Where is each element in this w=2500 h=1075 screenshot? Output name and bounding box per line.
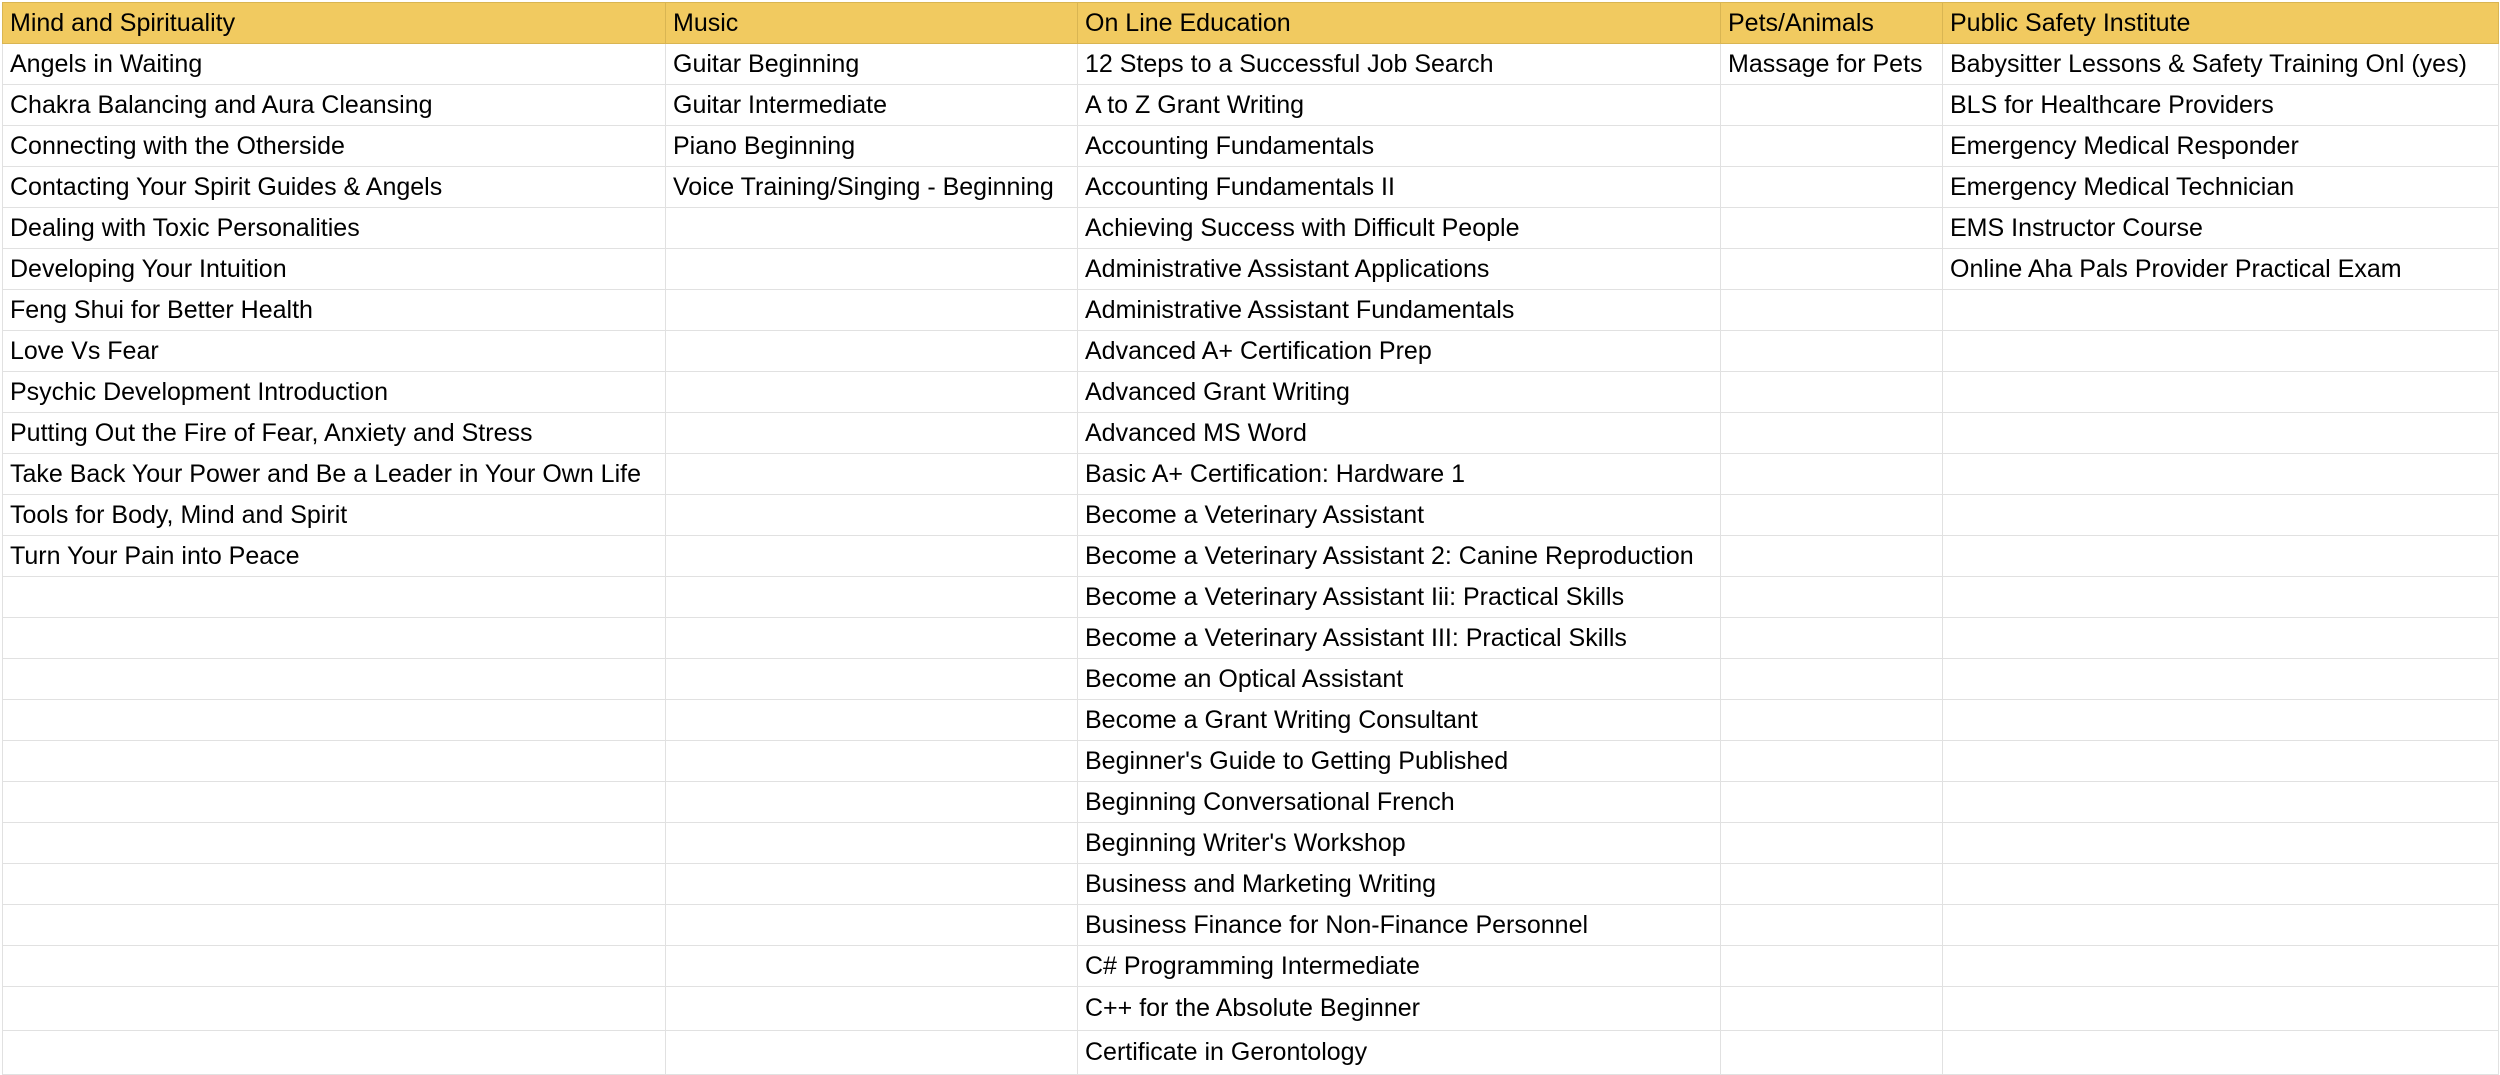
table-row <box>3 618 2499 659</box>
table-cell[interactable] <box>666 577 1078 618</box>
column-header-cell[interactable]: Pets/Animals <box>1721 3 1943 44</box>
table-cell[interactable] <box>1943 372 2499 413</box>
table-cell[interactable]: EMS Instructor Course <box>1943 208 2499 249</box>
table-cell[interactable] <box>1943 495 2499 536</box>
table-row <box>3 126 2499 167</box>
table-row <box>3 741 2499 782</box>
table-cell[interactable]: Emergency Medical Responder <box>1943 126 2499 167</box>
table-cell[interactable] <box>3 659 666 700</box>
table-cell[interactable]: Advanced Grant Writing <box>1078 372 1721 413</box>
table-cell[interactable]: Administrative Assistant Applications <box>1078 249 1721 290</box>
column-header-cell[interactable]: On Line Education <box>1078 3 1721 44</box>
table-cell[interactable]: Voice Training/Singing - Beginning <box>666 167 1078 208</box>
table-cell[interactable] <box>666 741 1078 782</box>
table-cell[interactable]: Business Finance for Non-Finance Personnel <box>1078 905 1721 946</box>
table-cell[interactable]: BLS for Healthcare Providers <box>1943 85 2499 126</box>
table-cell[interactable]: Babysitter Lessons & Safety Training Onl (yes) <box>1943 44 2499 85</box>
table-cell[interactable]: Tools for Body, Mind and Spirit <box>3 495 666 536</box>
column-header-cell[interactable]: Music <box>666 3 1078 44</box>
table-cell[interactable]: Basic A+ Certification: Hardware 1 <box>1078 454 1721 495</box>
table-cell[interactable]: 12 Steps to a Successful Job Search <box>1078 44 1721 85</box>
table-cell[interactable]: Dealing with Toxic Personalities <box>3 208 666 249</box>
table-cell[interactable] <box>3 946 666 987</box>
table-row <box>3 905 2499 946</box>
table-cell[interactable]: Take Back Your Power and Be a Leader in Your Own Life <box>3 454 666 495</box>
table-cell[interactable]: Love Vs Fear <box>3 331 666 372</box>
table-row <box>3 864 2499 905</box>
table-cell[interactable] <box>1943 1031 2499 1075</box>
table-row <box>3 44 2499 85</box>
table-cell[interactable] <box>1721 85 1943 126</box>
table-row <box>3 536 2499 577</box>
table-cell[interactable] <box>666 413 1078 454</box>
table-cell[interactable] <box>3 741 666 782</box>
table-cell[interactable] <box>1943 864 2499 905</box>
table-cell[interactable] <box>1943 741 2499 782</box>
table-cell[interactable] <box>3 1031 666 1075</box>
table-cell[interactable] <box>1943 577 2499 618</box>
table-cell[interactable]: Developing Your Intuition <box>3 249 666 290</box>
table-cell[interactable]: Emergency Medical Technician <box>1943 167 2499 208</box>
table-cell[interactable]: Beginning Conversational French <box>1078 782 1721 823</box>
table-cell[interactable] <box>666 782 1078 823</box>
table-cell[interactable] <box>1721 167 1943 208</box>
table-cell[interactable] <box>1721 1031 1943 1075</box>
table-cell[interactable]: Contacting Your Spirit Guides & Angels <box>3 167 666 208</box>
table-cell[interactable]: Become a Grant Writing Consultant <box>1078 700 1721 741</box>
table-row <box>3 495 2499 536</box>
table-cell[interactable] <box>1721 249 1943 290</box>
table-row <box>3 987 2499 1031</box>
table-cell[interactable]: Become a Veterinary Assistant Iii: Practical Skills <box>1078 577 1721 618</box>
table-cell[interactable] <box>666 454 1078 495</box>
table-cell[interactable]: Angels in Waiting <box>3 44 666 85</box>
table-row <box>3 372 2499 413</box>
table-row <box>3 946 2499 987</box>
table-cell[interactable]: Psychic Development Introduction <box>3 372 666 413</box>
table-cell[interactable]: Beginning Writer's Workshop <box>1078 823 1721 864</box>
table-cell[interactable] <box>1721 741 1943 782</box>
table-cell[interactable] <box>1943 987 2499 1031</box>
table-cell[interactable] <box>666 905 1078 946</box>
table-cell[interactable] <box>1721 290 1943 331</box>
table-cell[interactable]: Beginner's Guide to Getting Published <box>1078 741 1721 782</box>
table-cell[interactable] <box>666 823 1078 864</box>
table-cell[interactable] <box>1943 700 2499 741</box>
table-cell[interactable] <box>1943 946 2499 987</box>
table-cell[interactable] <box>1943 413 2499 454</box>
table-cell[interactable] <box>3 864 666 905</box>
table-cell[interactable] <box>666 208 1078 249</box>
table-cell[interactable]: Become a Veterinary Assistant 2: Canine Reproduction <box>1078 536 1721 577</box>
table-cell[interactable] <box>3 700 666 741</box>
table-cell[interactable]: Piano Beginning <box>666 126 1078 167</box>
table-cell[interactable] <box>1943 454 2499 495</box>
table-cell[interactable]: Become an Optical Assistant <box>1078 659 1721 700</box>
table-cell[interactable]: Become a Veterinary Assistant <box>1078 495 1721 536</box>
sheet-body <box>3 44 2499 1075</box>
table-cell[interactable]: Putting Out the Fire of Fear, Anxiety and Stress <box>3 413 666 454</box>
column-header-cell[interactable]: Public Safety Institute <box>1943 3 2499 44</box>
table-row <box>3 290 2499 331</box>
table-row <box>3 454 2499 495</box>
table-cell[interactable] <box>1943 782 2499 823</box>
table-cell[interactable] <box>1721 454 1943 495</box>
table-cell[interactable]: C++ for the Absolute Beginner <box>1078 987 1721 1031</box>
table-cell[interactable] <box>666 946 1078 987</box>
table-cell[interactable] <box>1721 700 1943 741</box>
table-cell[interactable] <box>1721 208 1943 249</box>
table-cell[interactable] <box>1721 618 1943 659</box>
table-cell[interactable] <box>666 290 1078 331</box>
table-cell[interactable] <box>1721 864 1943 905</box>
table-cell[interactable] <box>666 618 1078 659</box>
table-row <box>3 577 2499 618</box>
table-cell[interactable] <box>1721 331 1943 372</box>
table-cell[interactable]: Become a Veterinary Assistant III: Practical Skills <box>1078 618 1721 659</box>
table-cell[interactable]: Achieving Success with Difficult People <box>1078 208 1721 249</box>
table-cell[interactable]: Turn Your Pain into Peace <box>3 536 666 577</box>
table-cell[interactable]: Advanced A+ Certification Prep <box>1078 331 1721 372</box>
table-cell[interactable] <box>666 1031 1078 1075</box>
column-header-cell[interactable]: Mind and Spirituality <box>3 3 666 44</box>
header-row-group <box>3 3 2499 44</box>
table-row <box>3 167 2499 208</box>
header-row <box>3 3 2499 44</box>
table-cell[interactable]: Online Aha Pals Provider Practical Exam <box>1943 249 2499 290</box>
table-cell[interactable]: Administrative Assistant Fundamentals <box>1078 290 1721 331</box>
table-cell[interactable]: A to Z Grant Writing <box>1078 85 1721 126</box>
table-cell[interactable] <box>1721 782 1943 823</box>
table-row <box>3 413 2499 454</box>
table-cell[interactable]: Business and Marketing Writing <box>1078 864 1721 905</box>
table-cell[interactable] <box>1721 577 1943 618</box>
table-cell[interactable] <box>666 536 1078 577</box>
table-cell[interactable] <box>666 700 1078 741</box>
table-cell[interactable] <box>666 864 1078 905</box>
table-cell[interactable]: Guitar Beginning <box>666 44 1078 85</box>
table-cell[interactable] <box>3 618 666 659</box>
table-cell[interactable] <box>1721 946 1943 987</box>
table-cell[interactable] <box>1943 618 2499 659</box>
table-cell[interactable] <box>1721 536 1943 577</box>
table-cell[interactable] <box>3 823 666 864</box>
table-row <box>3 331 2499 372</box>
table-cell[interactable]: C# Programming Intermediate <box>1078 946 1721 987</box>
table-row <box>3 700 2499 741</box>
table-cell[interactable] <box>1943 331 2499 372</box>
table-row <box>3 1031 2499 1075</box>
table-cell[interactable] <box>1943 905 2499 946</box>
table-cell[interactable] <box>1721 987 1943 1031</box>
table-cell[interactable]: Connecting with the Otherside <box>3 126 666 167</box>
table-cell[interactable] <box>666 987 1078 1031</box>
table-cell[interactable]: Accounting Fundamentals <box>1078 126 1721 167</box>
table-cell[interactable]: Certificate in Gerontology <box>1078 1031 1721 1075</box>
table-cell[interactable]: Advanced MS Word <box>1078 413 1721 454</box>
table-cell[interactable] <box>666 331 1078 372</box>
table-cell[interactable]: Massage for Pets <box>1721 44 1943 85</box>
table-cell[interactable]: Chakra Balancing and Aura Cleansing <box>3 85 666 126</box>
table-cell[interactable]: Feng Shui for Better Health <box>3 290 666 331</box>
table-cell[interactable] <box>1721 905 1943 946</box>
table-cell[interactable] <box>1721 413 1943 454</box>
table-cell[interactable] <box>1943 536 2499 577</box>
table-row <box>3 823 2499 864</box>
spreadsheet-grid <box>2 2 2499 1075</box>
table-row <box>3 249 2499 290</box>
table-cell[interactable] <box>666 249 1078 290</box>
table-row <box>3 659 2499 700</box>
table-row <box>3 85 2499 126</box>
table-cell[interactable] <box>1721 126 1943 167</box>
table-cell[interactable]: Accounting Fundamentals II <box>1078 167 1721 208</box>
table-cell[interactable] <box>1943 823 2499 864</box>
table-cell[interactable] <box>1721 495 1943 536</box>
table-cell[interactable] <box>3 987 666 1031</box>
table-cell[interactable]: Guitar Intermediate <box>666 85 1078 126</box>
table-cell[interactable] <box>666 372 1078 413</box>
table-cell[interactable] <box>666 659 1078 700</box>
table-cell[interactable] <box>3 905 666 946</box>
table-cell[interactable] <box>3 782 666 823</box>
table-cell[interactable] <box>666 495 1078 536</box>
table-cell[interactable] <box>3 577 666 618</box>
table-cell[interactable] <box>1943 290 2499 331</box>
table-row <box>3 782 2499 823</box>
table-row <box>3 208 2499 249</box>
table-cell[interactable] <box>1721 659 1943 700</box>
table-cell[interactable] <box>1721 372 1943 413</box>
table-cell[interactable] <box>1721 823 1943 864</box>
table-cell[interactable] <box>1943 659 2499 700</box>
